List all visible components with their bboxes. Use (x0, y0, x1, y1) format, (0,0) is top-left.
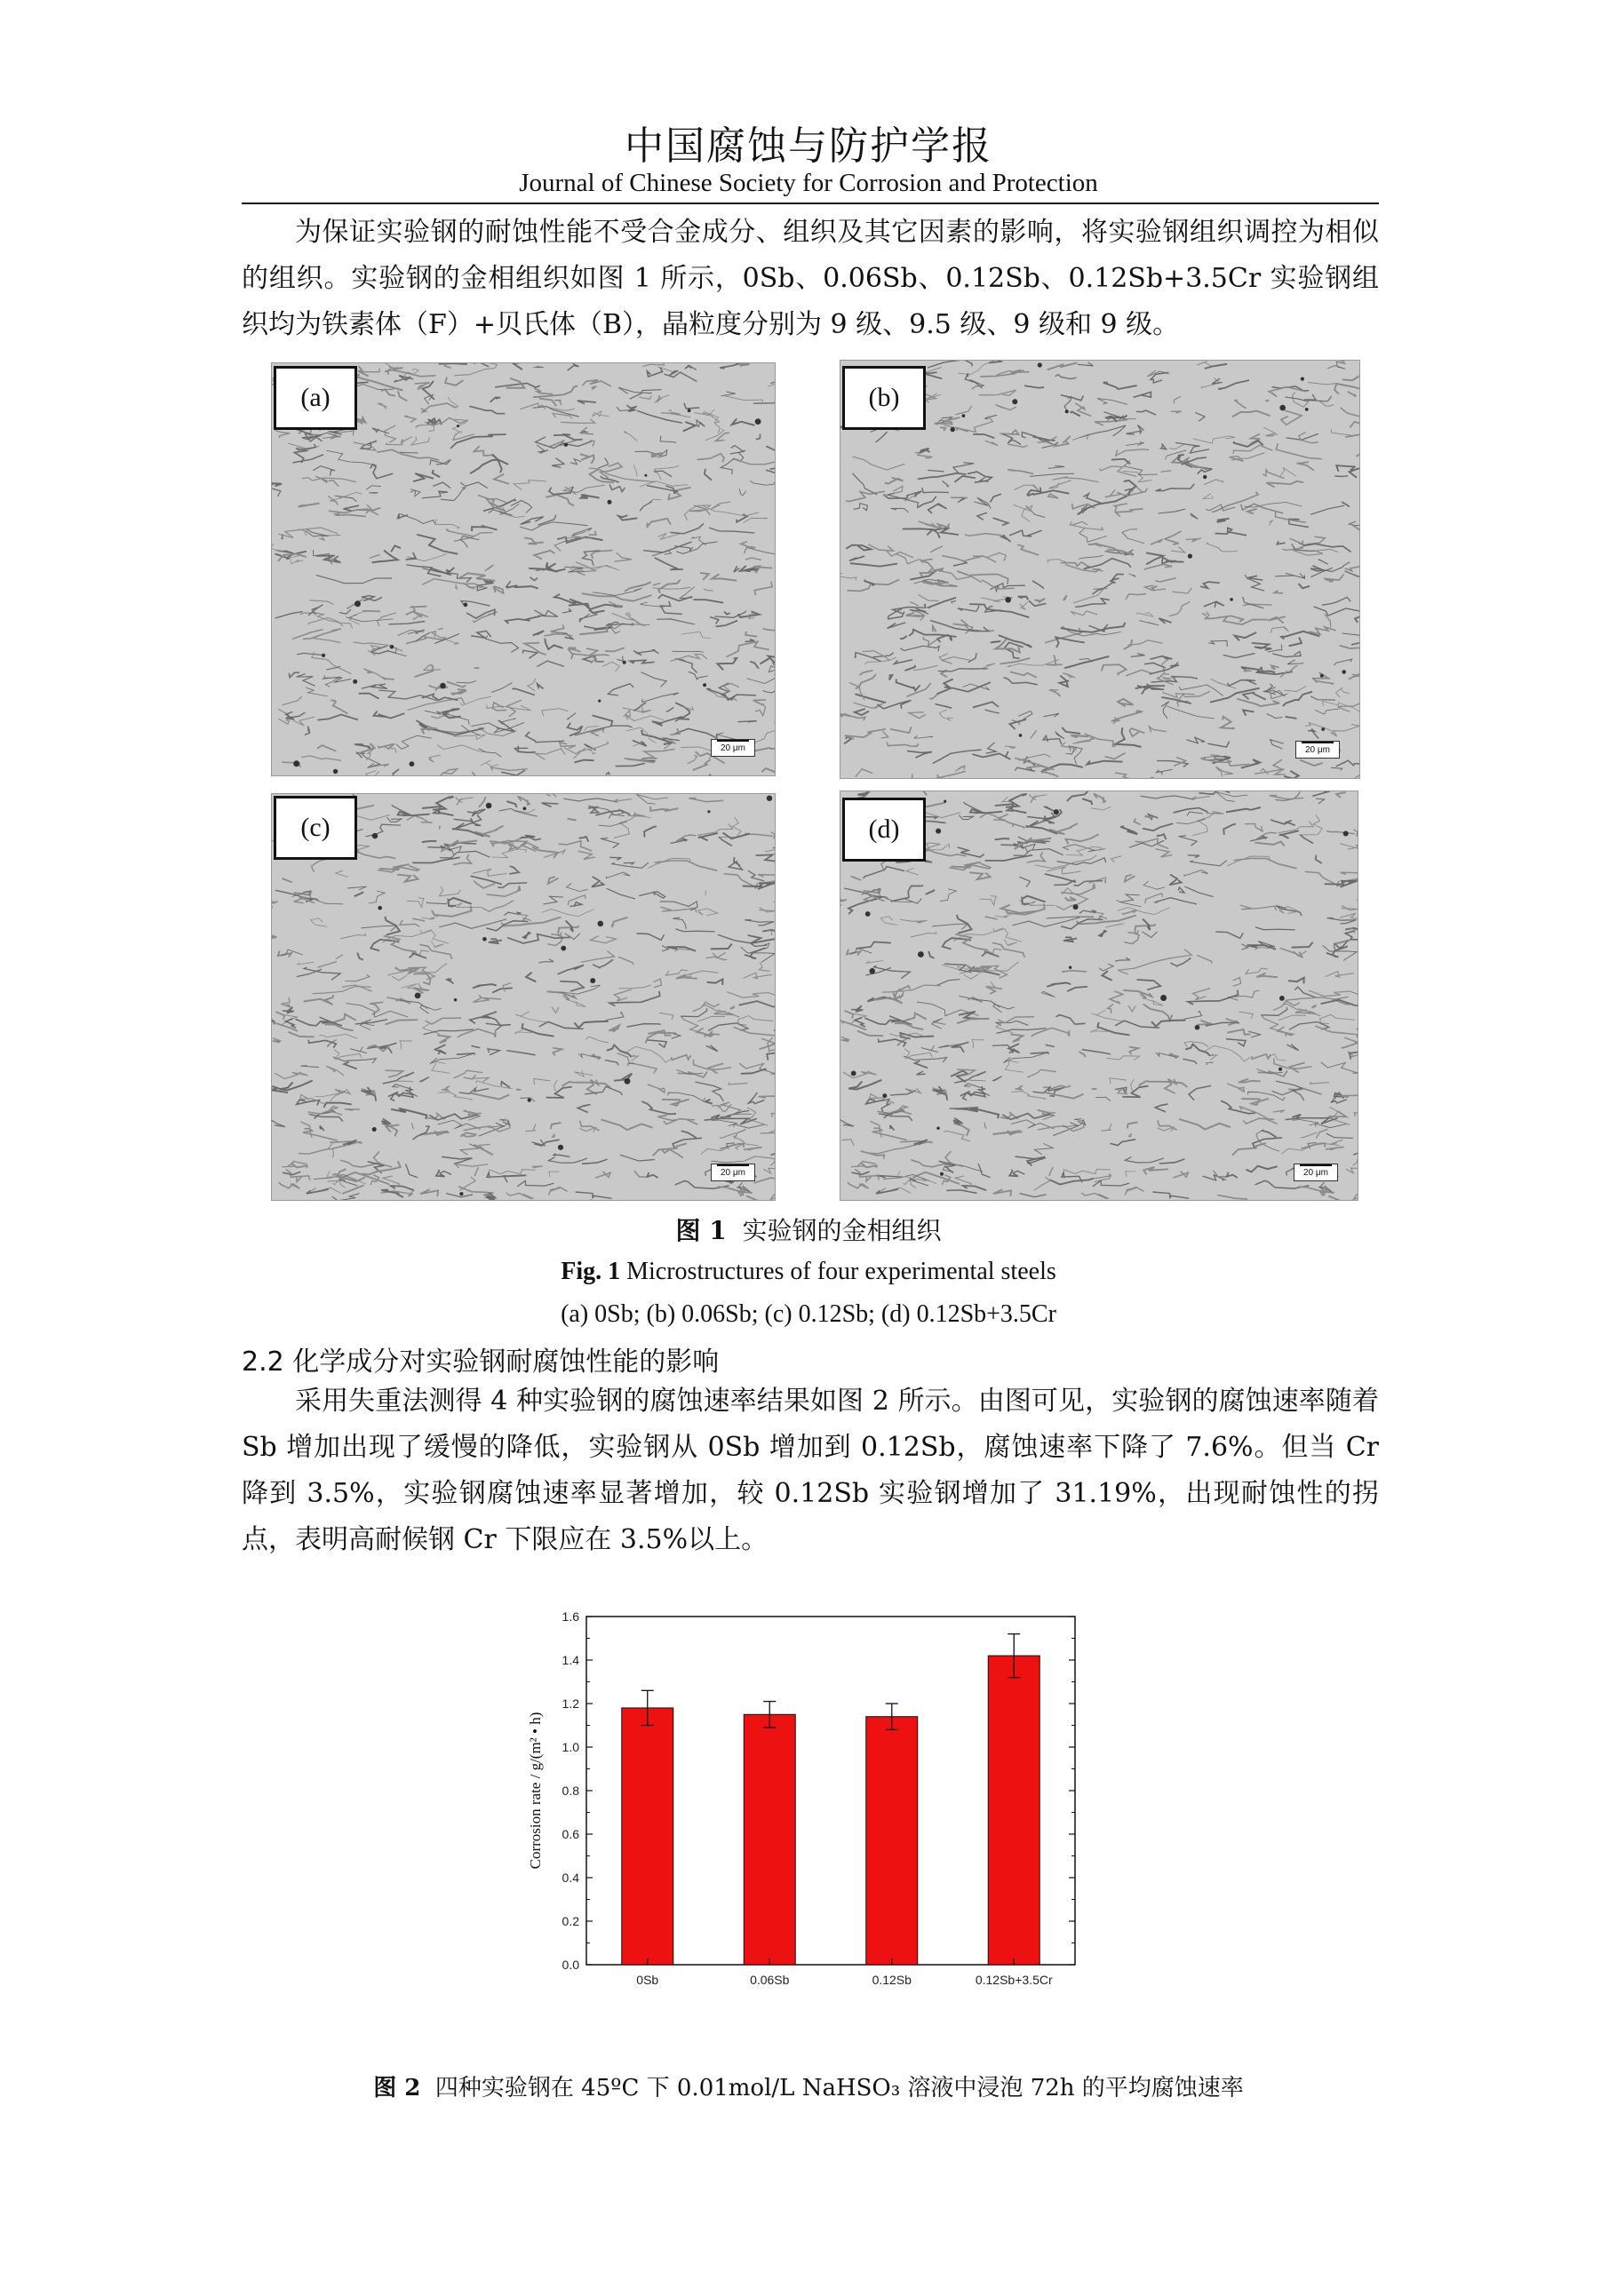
y-tick-label: 0.4 (562, 1871, 579, 1885)
fig2-caption (0, 2070, 1617, 2102)
scale-bar-b (1295, 741, 1340, 759)
scale-bar-a (711, 739, 755, 757)
corrosion-rate-chart (515, 1608, 1102, 2007)
fig1-caption-en-text: Microstructures of four experimental steels (626, 1258, 1056, 1285)
journal-title-en: Journal of Chinese Society for Corrosion and Protection (519, 169, 1098, 197)
y-axis-label: Corrosion rate / g/(m² • h) (527, 1712, 544, 1870)
section-heading: 2.2 化学成分对实验钢耐腐蚀性能的影响 (242, 1347, 720, 1378)
fig1-caption-sub: (a) 0Sb; (b) 0.06Sb; (c) 0.12Sb; (d) 0.12Sb+3.5Cr (561, 1300, 1056, 1328)
y-tick-label: 1.0 (562, 1740, 579, 1754)
bar-0 (622, 1708, 673, 1965)
panel-label-c: (c) (274, 796, 357, 860)
panel-label-a: (a) (274, 366, 357, 430)
fig1-caption-cn-text: 实验钢的金相组织 (742, 1216, 942, 1245)
y-tick-label: 0.6 (562, 1827, 579, 1841)
scale-bar-d-text: 20 μm (1303, 1168, 1328, 1178)
x-tick-label: 0.12Sb (872, 1973, 912, 1987)
y-tick-label: 1.6 (562, 1609, 579, 1624)
scale-bar-c-text: 20 μm (721, 1168, 745, 1178)
panel-label-b: (b) (842, 366, 926, 430)
x-tick-label: 0.12Sb+3.5Cr (975, 1973, 1053, 1987)
y-tick-label: 1.4 (562, 1653, 579, 1667)
bar-2 (866, 1717, 918, 1965)
x-tick-label: 0Sb (636, 1973, 659, 1987)
bar-3 (988, 1656, 1040, 1965)
bar-1 (744, 1714, 795, 1965)
panel-label-d: (d) (842, 798, 926, 862)
fig2-caption-prefix: 图 2 (373, 2075, 421, 2101)
y-tick-label: 0.8 (562, 1784, 579, 1798)
fig1-caption-en-prefix: Fig. 1 (561, 1258, 621, 1285)
fig1-caption-en (0, 1258, 1617, 1286)
intro-paragraph: 为保证实验钢的耐蚀性能不受合金成分、组织及其它因素的影响，将实验钢组织调控为相似的组织。实验钢的金相组织如图 1 所示，0Sb、0.06Sb、0.12Sb、0.12Sb+3.5Cr 实验钢组织均为铁素体（F）+贝氏体（B），晶粒度分别为 9 级、9.5 级、9 级和 9 级。 (242, 217, 1379, 340)
fig1-caption-cn (0, 1212, 1617, 1247)
scale-bar-b-text: 20 μm (1305, 745, 1330, 755)
x-tick-label: 0.06Sb (750, 1973, 790, 1987)
scale-bar-c (711, 1164, 755, 1181)
y-tick-label: 0.2 (562, 1914, 579, 1928)
journal-title-cn: 中国腐蚀与防护学报 (625, 123, 992, 169)
header-rule (242, 203, 1379, 204)
section-paragraph: 采用失重法测得 4 种实验钢的腐蚀速率结果如图 2 所示。由图可见，实验钢的腐蚀速率随着 Sb 增加出现了缓慢的降低，实验钢从 0Sb 增加到 0.12Sb，腐蚀速率下降了 7.6%。但当 Cr 降到 3.5%，实验钢腐蚀速率显著增加，较 0.12Sb 实验钢增加了 31.19%，出现耐蚀性的拐点，表明高耐候钢 Cr 下限应在 3.5%以上。 (242, 1386, 1379, 1555)
fig1-caption-cn-prefix: 图 1 (675, 1216, 727, 1245)
fig2-caption-text: 四种实验钢在 45ºC 下 0.01mol/L NaHSO₃ 溶液中浸泡 72h 的平均腐蚀速率 (434, 2075, 1244, 2101)
scale-bar-a-text: 20 μm (721, 743, 745, 753)
y-tick-label: 1.2 (562, 1696, 579, 1711)
scale-bar-d (1294, 1164, 1338, 1181)
y-tick-label: 0.0 (562, 1958, 579, 1972)
